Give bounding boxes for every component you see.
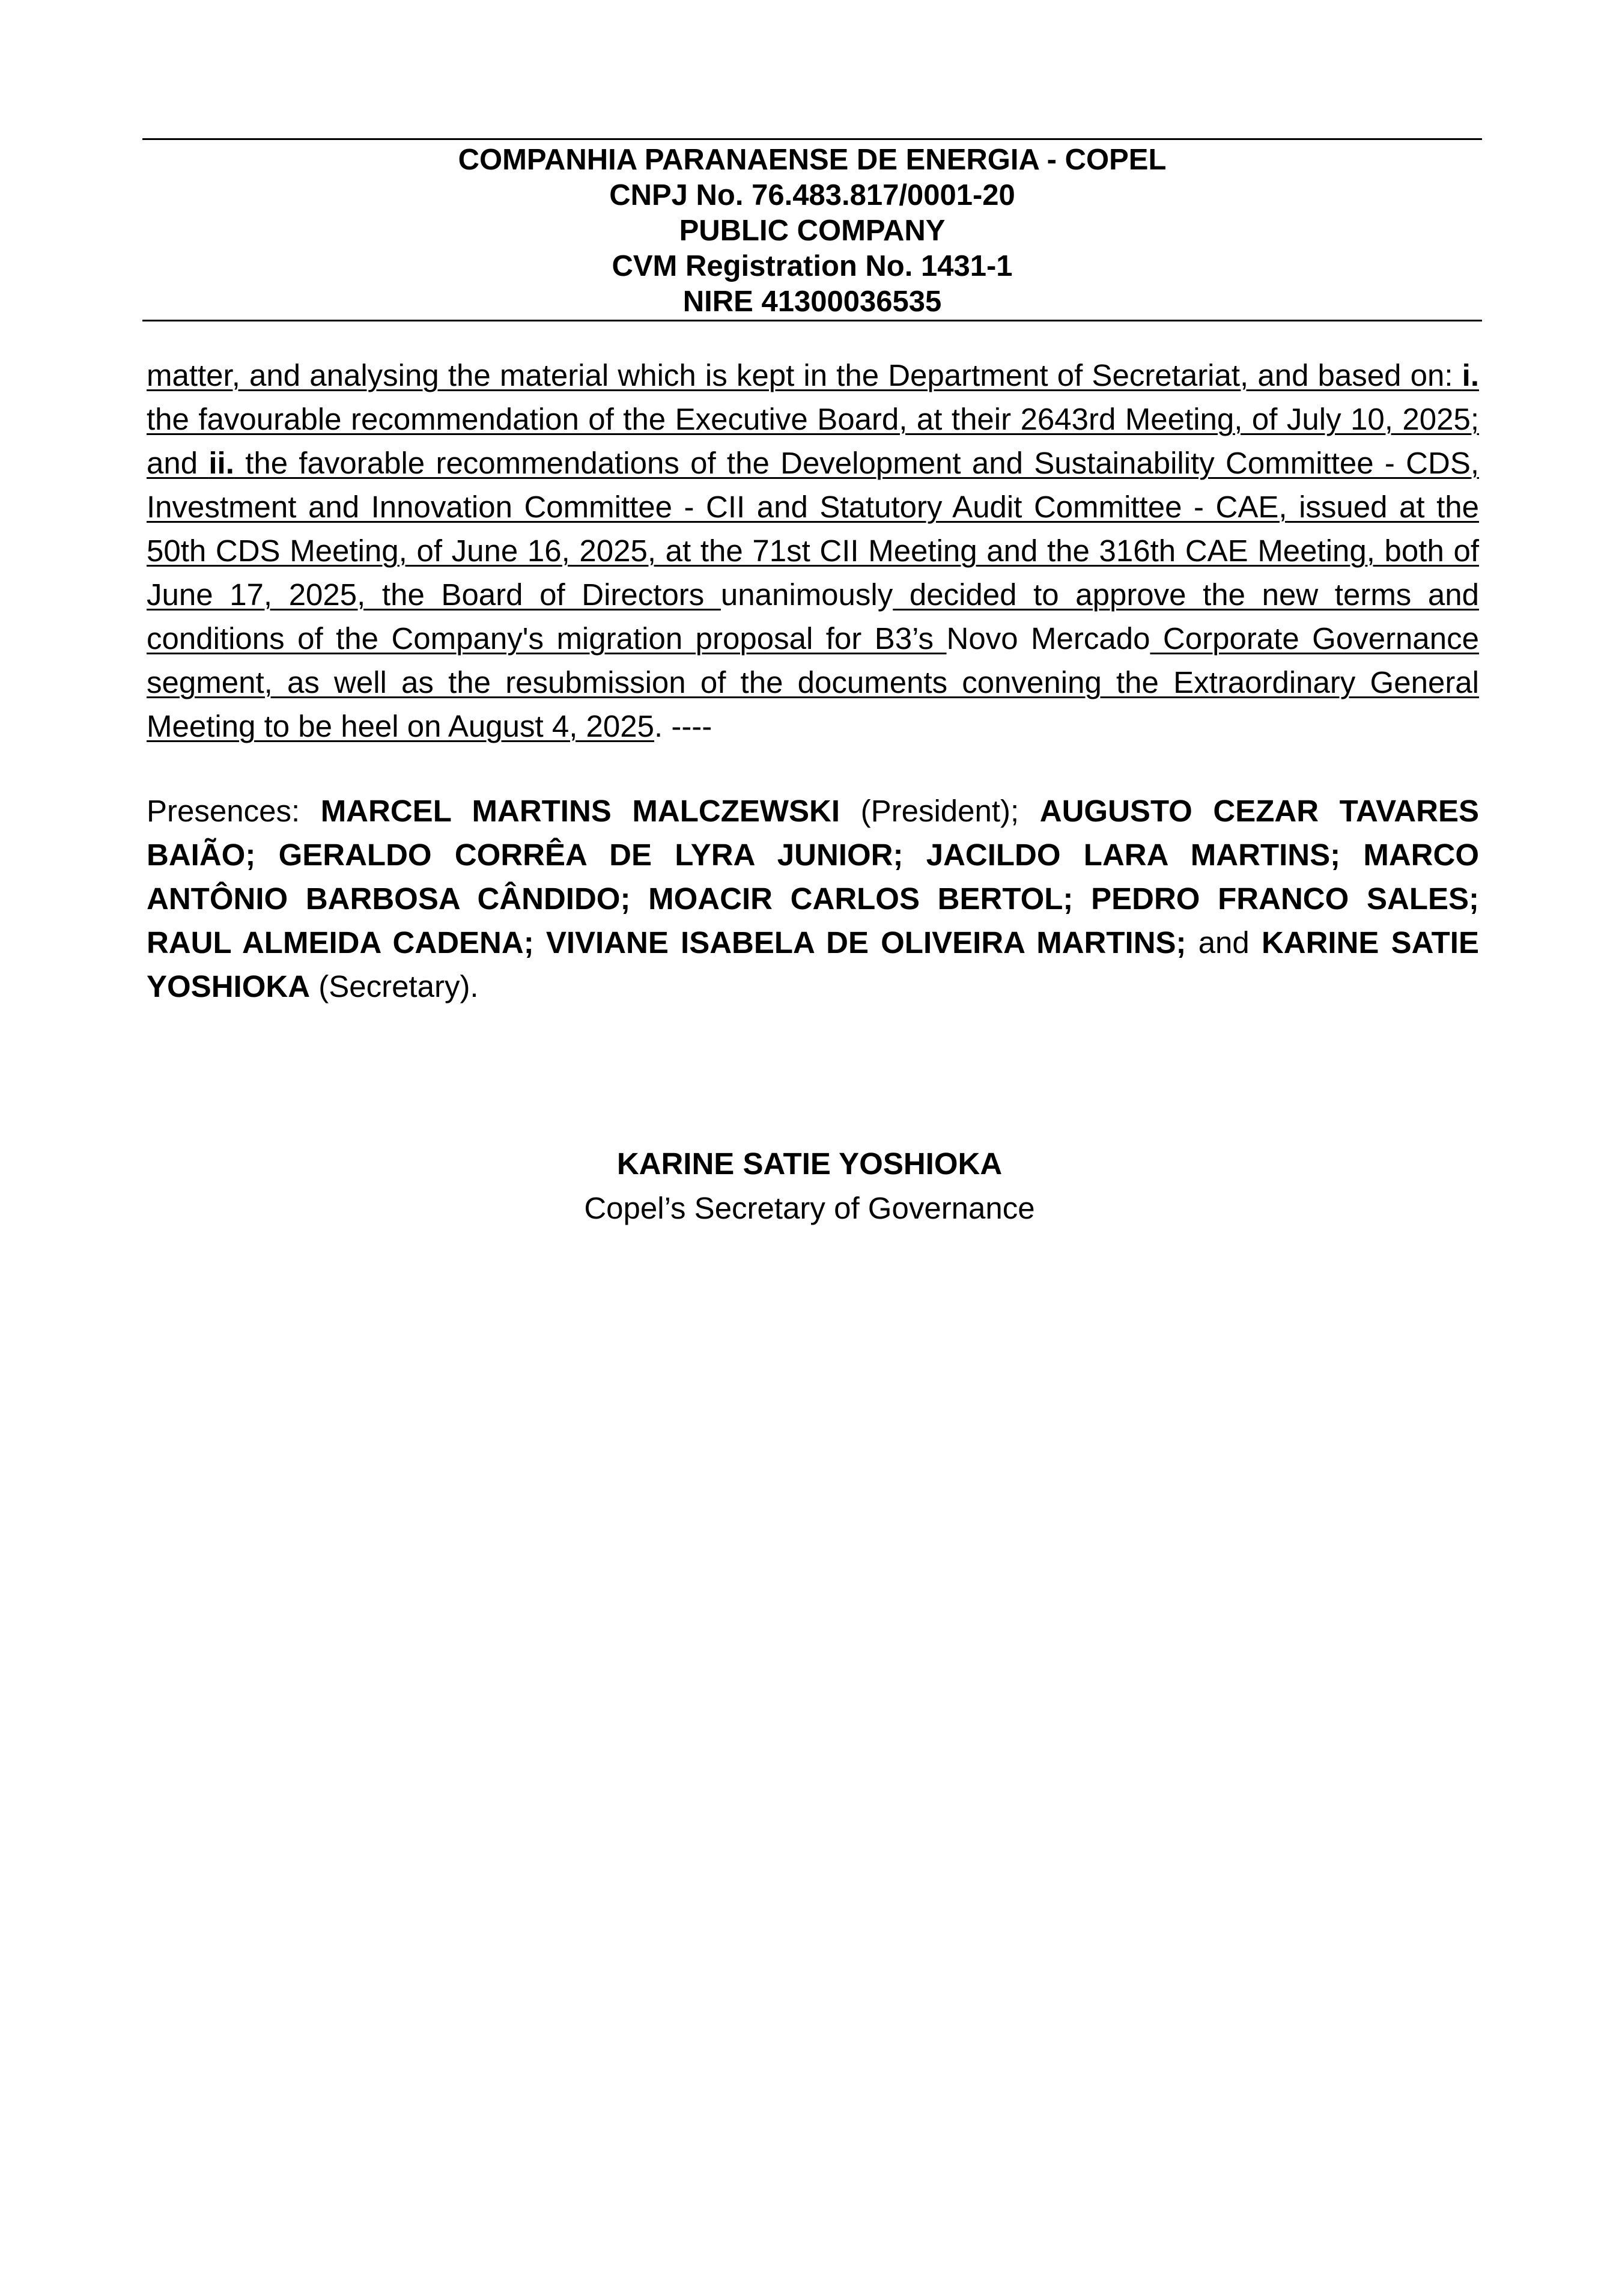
signatory-title: Copel’s Secretary of Governance [584,1191,1035,1225]
resolution-text: matter, and analysing the material which is kept in the Department of Secretariat, and based on: [147,358,1462,392]
conjunction: and [1186,925,1262,960]
director-names: AUGUSTO CEZAR TAVARES BAIÃO; GERALDO CORRÊA DE LYRA JUNIOR; JACILDO LARA MARTINS; MARCO ANTÔNIO BARBOSA CÂNDIDO; MOACIR CARLOS BERTOL; PEDRO FRANCO SALES; RAUL ALMEIDA CADENA; VIVIANE ISABELA DE OLIVEIRA MARTINS; [147,794,1479,960]
cvm-registration: CVM Registration No. 1431-1 [612,250,1013,282]
presences-label: Presences: [147,794,321,828]
president-role: (President); [840,794,1040,828]
item-label-i: i. [1462,358,1479,392]
nire-number: NIRE 41300036535 [682,285,942,318]
signatory-name: KARINE SATIE YOSHIOKA [616,1146,1003,1181]
president-name: MARCEL MARTINS MALCZEWSKI [320,794,840,828]
resolution-text: Novo Mercado [946,621,1150,656]
signature-block [0,1142,1619,1231]
resolution-paragraph [147,353,1479,748]
document-header [142,138,1482,321]
resolution-text: unanimously [720,577,893,612]
resolution-text: decided to approve the new terms and conditions of the Company's migration proposal for B3’s [147,577,1479,656]
presences-paragraph [147,789,1479,1008]
cnpj-number: CNPJ No. 76.483.817/0001-20 [609,179,1015,212]
item-label-ii: ii. [208,446,234,480]
resolution-text: . ---- [654,709,712,743]
company-name: COMPANHIA PARANAENSE DE ENERGIA - COPEL [458,144,1167,176]
secretary-name: KARINE SATIE YOSHIOKA [147,925,1479,1003]
secretary-role: (Secretary). [310,969,479,1003]
company-type: PUBLIC COMPANY [679,215,946,247]
resolution-text: the favourable recommendation of the Executive Board, at their 2643rd Meeting, of July 10, 2025; and [147,402,1479,480]
resolution-text: Corporate Governance segment, as well as the resubmission of the documents convening the Extraordinary General Meeting to be heel on August 4, 2025 [147,621,1480,743]
resolution-text: the favorable recommendations of the Development and Sustainability Committee - CDS, Investment and Innovation Committee - CII and Statutory Audit Committee - CAE, issued at the 50th CDS Meeting, of June 16, 2025, at the 71st CII Meeting and the 316th CAE Meeting, both of June 17, 2025, the Board of Directors [147,446,1480,612]
